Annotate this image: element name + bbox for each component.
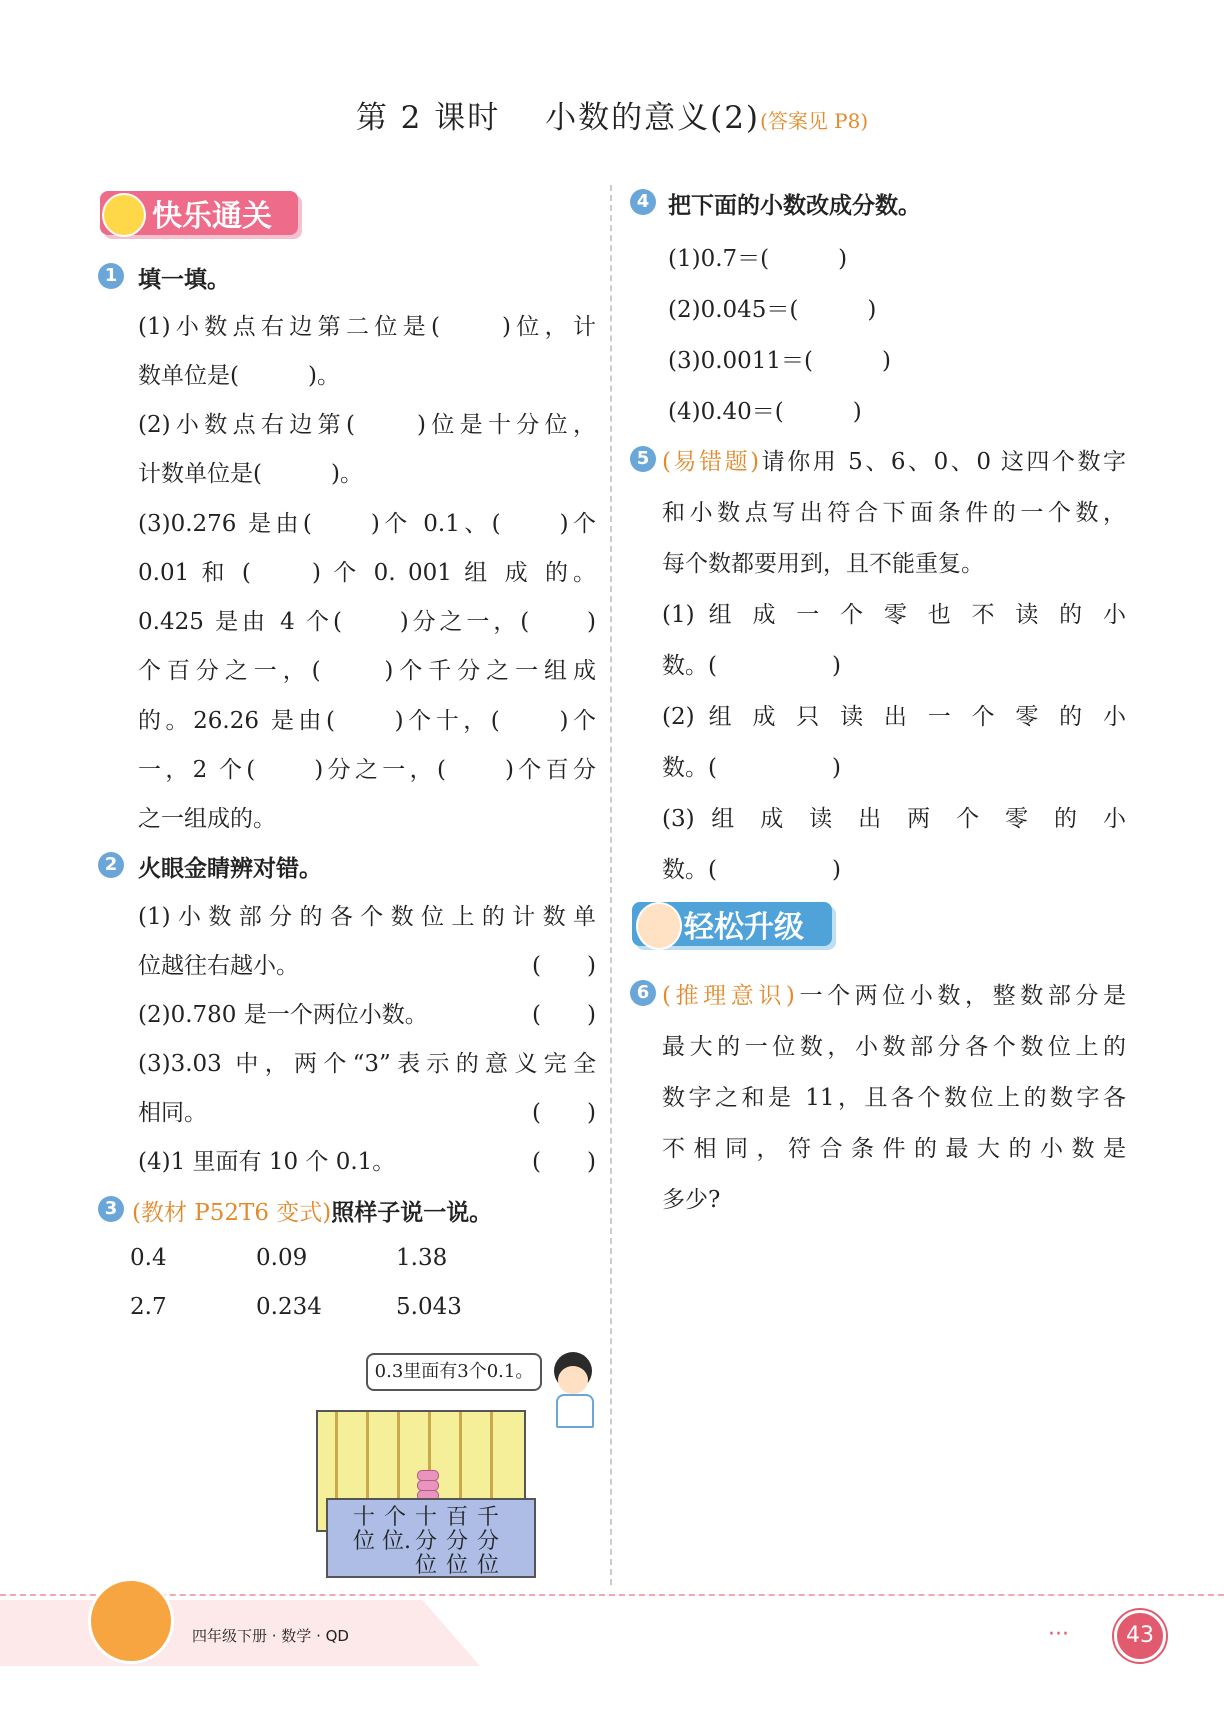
question-number: 1 [98, 263, 124, 289]
q1-line: 数单位是( )。 [138, 363, 340, 389]
q1-title: 填一填。 [138, 267, 230, 293]
q5-tag: (易错题) [662, 449, 760, 475]
footer-dots: ··· [1048, 1622, 1069, 1647]
q5-line: (2) 组 成 只 读 出 一 个 零 的 小 [662, 704, 1126, 730]
tiger-mascot-icon [88, 1578, 174, 1664]
q1-line: 0.425 是由 4 个( )分之一，( ) [138, 609, 596, 635]
decimal-item: 0.09 [256, 1245, 308, 1271]
q2-line: (1)小数部分的各个数位上的计数单 [138, 904, 596, 930]
place-label-ones: 个 位. [382, 1505, 411, 1554]
question-number: 4 [630, 189, 656, 215]
decimal-item: 0.4 [130, 1245, 167, 1271]
q4-line: (4)0.40＝( ) [668, 399, 862, 425]
q5-line: (1) 组 成 一 个 零 也 不 读 的 小 [662, 602, 1126, 628]
place-label-hundredths: 百 分 位 [445, 1505, 468, 1578]
q2-line: 位越往右越小。 ( ) [138, 947, 596, 980]
q6-line: 最大的一位数，小数部分各个数位上的 [662, 1034, 1126, 1060]
speech-bubble: 0.3里面有3个0.1。 [366, 1353, 542, 1391]
question-number: 3 [98, 1196, 124, 1222]
q2-line: (4)1 里面有 10 个 0.1。 ( ) [138, 1143, 596, 1176]
q1-line: (1)小数点右边第二位是( )位，计 [138, 314, 596, 340]
q6-line: (推理意识)一个两位小数，整数部分是 [662, 983, 1126, 1009]
thumbs-up-icon [636, 902, 682, 950]
q1-line: (3)0.276 是由( )个 0.1、( )个 [138, 511, 596, 537]
q6-line: 不相同，符合条件的最大的小数是 [662, 1136, 1126, 1162]
q5-line: 每个数都要用到，且不能重复。 [662, 551, 984, 577]
q1-line: 之一组成的。 [138, 806, 276, 832]
q1-line: 计数单位是( )。 [138, 461, 363, 487]
q4-title: 把下面的小数改成分数。 [668, 193, 921, 219]
q1-line: 0.01 和 ( ) 个 0. 001 组 成 的。 [138, 560, 596, 586]
q3-title: (教材 P52T6 变式)照样子说一说。 [132, 1200, 493, 1226]
banner-upgrade-label: 轻松升级 [684, 910, 804, 945]
q5-line: 和小数点写出符合下面条件的一个数， [662, 500, 1126, 526]
q1-line: (2)小数点右边第( )位是十分位， [138, 412, 596, 438]
answer-paren[interactable]: ( ) [532, 1002, 596, 1028]
q4-line: (2)0.045＝( ) [668, 297, 877, 323]
column-divider [610, 185, 612, 1585]
place-label-tens: 十 位 [352, 1505, 375, 1554]
question-number: 6 [630, 980, 656, 1006]
q2-line: (2)0.780 是一个两位小数。 ( ) [138, 996, 596, 1029]
question-number: 2 [98, 852, 124, 878]
q5-line: (易错题)请你用 5、6、0、0 这四个数字 [662, 449, 1126, 475]
q2-title: 火眼金睛辨对错。 [138, 856, 322, 882]
answer-paren[interactable]: ( ) [532, 953, 596, 979]
page-number: 43 [1114, 1610, 1166, 1662]
boy-body [556, 1394, 594, 1428]
q1-line: 一，2 个( )分之一，( )个百分 [138, 757, 596, 783]
lightbulb-icon [102, 193, 146, 237]
decimal-item: 1.38 [396, 1245, 448, 1271]
decimal-item: 0.234 [256, 1294, 322, 1320]
place-label-thousandths: 千 分 位 [476, 1505, 499, 1578]
q6-tag: (推理意识) [662, 983, 795, 1009]
decimal-item: 2.7 [130, 1294, 167, 1320]
q3-tag: (教材 P52T6 变式) [132, 1200, 332, 1226]
footer-divider [0, 1594, 1224, 1596]
q5-line: 数。( ) [662, 857, 841, 883]
q6-line: 多少? [662, 1187, 721, 1213]
grade-label: 四年级下册 · 数学 · QD [192, 1627, 349, 1645]
q1-line: 个百分之一，( )个千分之一组成 [138, 658, 596, 684]
decimal-item: 5.043 [396, 1294, 462, 1320]
q5-line: 数。( ) [662, 653, 841, 679]
q2-line: 相同。 ( ) [138, 1094, 596, 1127]
q4-line: (1)0.7＝( ) [668, 246, 848, 272]
answer-note: (答案见 P8) [760, 109, 869, 133]
boy-face [558, 1366, 588, 1394]
place-label-tenths: 十 分 位 [414, 1505, 437, 1578]
q1-line: 的。26.26 是由( )个十，( )个 [138, 708, 596, 734]
q5-line: (3) 组 成 读 出 两 个 零 的 小 [662, 806, 1126, 832]
q5-line: 数。( ) [662, 755, 841, 781]
q6-line: 数字之和是 11，且各个数位上的数字各 [662, 1085, 1126, 1111]
q2-line: (3)3.03 中，两个“3”表示的意义完全 [138, 1051, 596, 1077]
answer-paren[interactable]: ( ) [532, 1149, 596, 1175]
banner-happy-label: 快乐通关 [152, 199, 272, 234]
question-number: 5 [630, 446, 656, 472]
page-title [0, 92, 1224, 137]
lesson-title: 第 2 课时 小数的意义(2) [355, 100, 761, 136]
answer-paren[interactable]: ( ) [532, 1100, 596, 1126]
q4-line: (3)0.0011＝( ) [668, 348, 892, 374]
